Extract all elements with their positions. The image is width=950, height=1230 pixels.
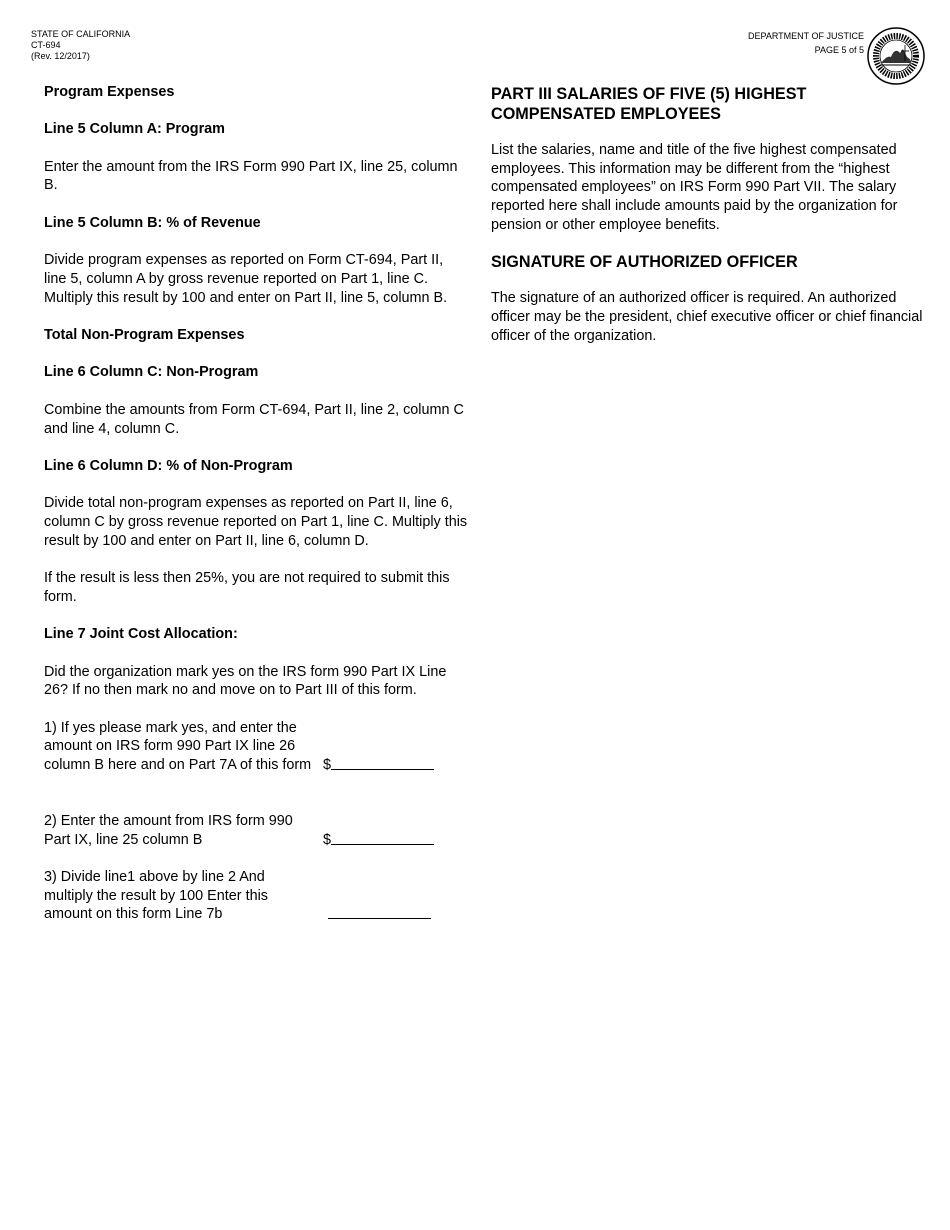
form-number: CT-694 (31, 40, 61, 50)
line6d-text: Divide total non-program expenses as reported on Part II, line 6, column C by gross revenue reported on Part 1, line C. Multiply this result by 100 and enter on Part II, line 6, column D. (44, 495, 468, 549)
part3-text: List the salaries, name and title of the five highest compensated employees. This information may be different from the “highest compensated employees” on IRS Form 990 Part VII. The salary reported here shall include amounts paid by the organization for pension or other employee benefits. (491, 142, 898, 233)
right-column (491, 83, 923, 364)
line7-text: Did the organization mark yes on the IRS form 990 Part IX Line 26? If no then mark no and move on to Part III of this form. (44, 663, 447, 699)
program-expenses-heading: Program Expenses (44, 84, 175, 100)
line6d-heading: Line 6 Column D: % of Non-Program (44, 457, 293, 474)
dollar-sign: $ (323, 757, 332, 774)
less-than-note: If the result is less then 25%, you are not required to submit this form. (44, 570, 450, 605)
line5b-text: Divide program expenses as reported on Form CT-694, Part II, line 5, column A by gross revenue reported on Part 1, line C. Multiply this result by 100 and enter on Part II, line 5, column B. (44, 252, 448, 306)
signature-text: The signature of an authorized officer is required. An authorized officer may be the president, chief executive officer or chief financial officer of the organization. (491, 290, 923, 344)
line6c-heading: Line 6 Column C: Non-Program (44, 364, 259, 381)
state-seal-icon (867, 27, 925, 85)
amount-blank-1[interactable] (323, 755, 434, 775)
joint-cost-item-text: 1) If yes please mark yes, and enter the amount on IRS form 990 Part IX line 26 column B here and on Part 7A of this form (44, 719, 312, 774)
nonprogram-heading: Total Non-Program Expenses (44, 327, 245, 344)
joint-cost-item-2 (44, 812, 469, 849)
revision-date: (Rev. 12/2017) (31, 51, 90, 61)
page-number: PAGE 5 of 5 (814, 45, 864, 55)
joint-cost-item-text: 2) Enter the amount from IRS form 990 Part IX, line 25 column B (44, 812, 293, 848)
form-header-left (31, 29, 130, 62)
joint-cost-item-3 (44, 868, 469, 924)
signature-title: SIGNATURE OF AUTHORIZED OFFICER (491, 253, 798, 272)
state-label: STATE OF CALIFORNIA (31, 29, 131, 39)
joint-cost-item-1 (44, 719, 469, 775)
amount-blank-3[interactable] (328, 904, 431, 924)
part3-title: PART III SALARIES OF FIVE (5) HIGHEST COMPENSATED EMPLOYEES (491, 85, 807, 123)
line5a-text: Enter the amount from the IRS Form 990 Part IX, line 25, column B. (44, 158, 458, 194)
joint-cost-item-text: 3) Divide line1 above by line 2 And multiply the result by 100 Enter this amount on this form Line 7b (44, 868, 268, 923)
form-header-right (748, 29, 864, 57)
line7-heading: Line 7 Joint Cost Allocation: (44, 626, 238, 643)
dollar-sign: $ (323, 831, 332, 848)
department-label: DEPARTMENT OF JUSTICE (747, 31, 864, 41)
line5b-heading: Line 5 Column B: % of Revenue (44, 214, 261, 231)
left-column (44, 83, 469, 943)
line6c-text: Combine the amounts from Form CT-694, Part II, line 2, column C and line 4, column C. (44, 401, 464, 437)
line5a-heading: Line 5 Column A: Program (44, 121, 225, 138)
amount-blank-2[interactable] (323, 830, 434, 850)
